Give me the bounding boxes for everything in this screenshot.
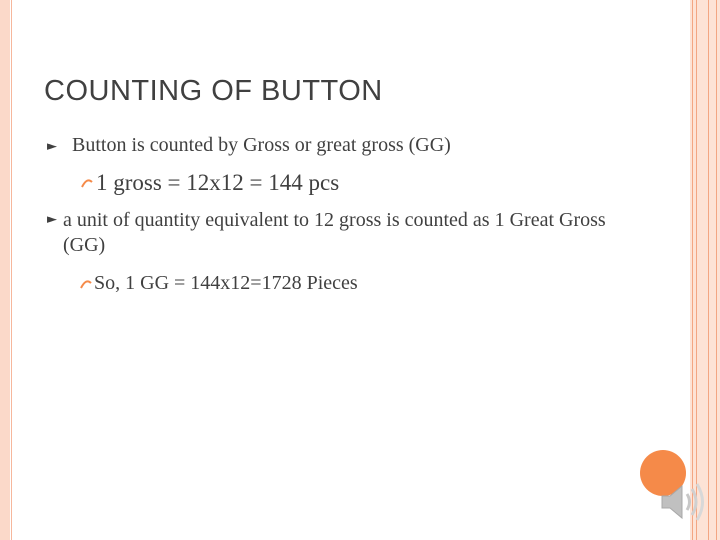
slide-title: COUNTING OF BUTTON <box>44 75 383 107</box>
right-border-line <box>708 0 709 540</box>
right-border-line <box>696 0 697 540</box>
sub-bullet-icon <box>80 176 94 190</box>
arrow-bullet-icon: ► <box>47 139 57 154</box>
left-border-line <box>11 0 12 540</box>
sub-bullet-text: 1 gross = 12x12 = 144 pcs <box>96 170 340 195</box>
speaker-icon[interactable] <box>658 478 708 526</box>
sub-bullet-text: So, 1 GG = 144x12=1728 Pieces <box>94 272 358 294</box>
right-border-line <box>716 0 717 540</box>
bullet-text: Button is counted by Gross or great gross (GG) <box>72 134 451 156</box>
right-border-line <box>692 0 693 540</box>
bullet-text: a unit of quantity equivalent to 12 gross is counted as 1 Great Gross (GG) <box>63 209 606 256</box>
left-border-band <box>0 0 10 540</box>
arrow-bullet-icon: ► <box>47 212 57 227</box>
sub-bullet-icon <box>79 277 93 291</box>
